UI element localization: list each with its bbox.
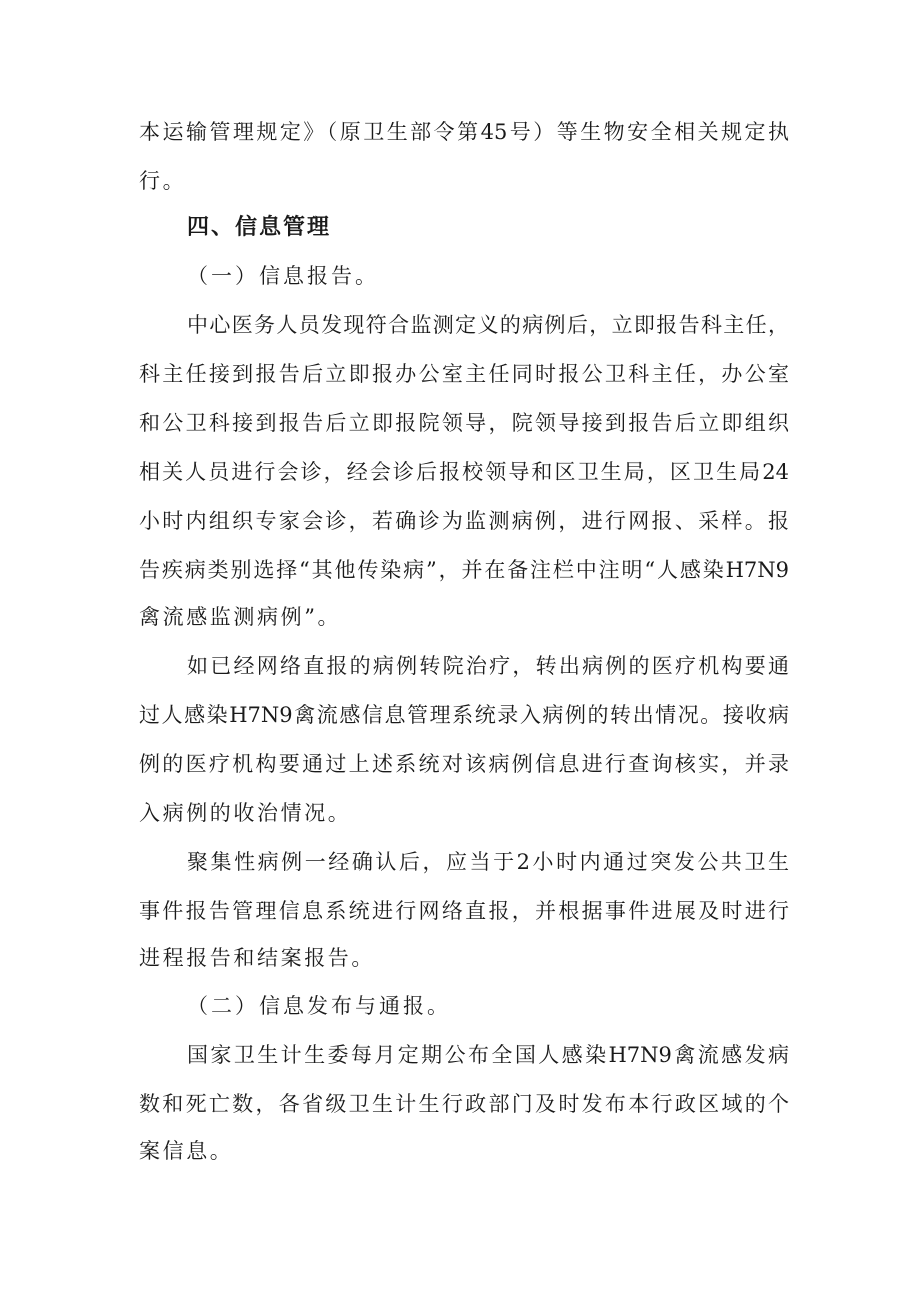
- paragraph-line: 进程报告和结案报告。: [139, 946, 375, 970]
- subsection-heading: （一）信息报告。: [187, 264, 379, 288]
- subsection-heading: （二）信息发布与通报。: [187, 994, 451, 1018]
- paragraph-line: 告疾病类别选择“其他传染病”，并在备注栏中注明“人感染H7N9: [139, 558, 789, 582]
- paragraph-line: 如已经网络直报的病例转院治疗，转出病例的医疗机构要通: [187, 654, 789, 678]
- paragraph-line: 事件报告管理信息系统进行网络直报，并根据事件进展及时进行: [139, 899, 789, 923]
- paragraph-line: 过人感染H7N9禽流感信息管理系统录入病例的转出情况。接收病: [139, 703, 789, 727]
- paragraph-line: 和公卫科接到报告后立即报院领导，院领导接到报告后立即组织: [139, 411, 789, 435]
- paragraph-line: 禽流感监测病例”。: [139, 605, 342, 629]
- paragraph-line: 中心医务人员发现符合监测定义的病例后，立即报告科主任，: [187, 313, 789, 337]
- paragraph-line: 数和死亡数，各省级卫生计生行政部门及时发布本行政区域的个: [139, 1092, 789, 1116]
- paragraph-line: 案信息。: [139, 1139, 234, 1163]
- paragraph-line: 本运输管理规定》（原卫生部令第45号）等生物安全相关规定执: [139, 120, 789, 144]
- paragraph-line: 入病例的收治情况。: [139, 801, 352, 825]
- paragraph-line: 行。: [139, 169, 187, 193]
- paragraph-line: 例的医疗机构要通过上述系统对该病例信息进行查询核实，并录: [139, 752, 789, 776]
- paragraph-line: 小时内组织专家会诊，若确诊为监测病例，进行网报、采样。报: [139, 509, 789, 533]
- paragraph-line: 科主任接到报告后立即报办公室主任同时报公卫科主任，办公室: [139, 362, 789, 386]
- paragraph-line: 国家卫生计生委每月定期公布全国人感染H7N9禽流感发病: [187, 1043, 789, 1067]
- paragraph-line: 相关人员进行会诊，经会诊后报校领导和区卫生局，区卫生局24: [139, 460, 789, 484]
- paragraph-line: 聚集性病例一经确认后，应当于2小时内通过突发公共卫生: [187, 850, 789, 874]
- section-heading: 四、信息管理: [187, 215, 332, 240]
